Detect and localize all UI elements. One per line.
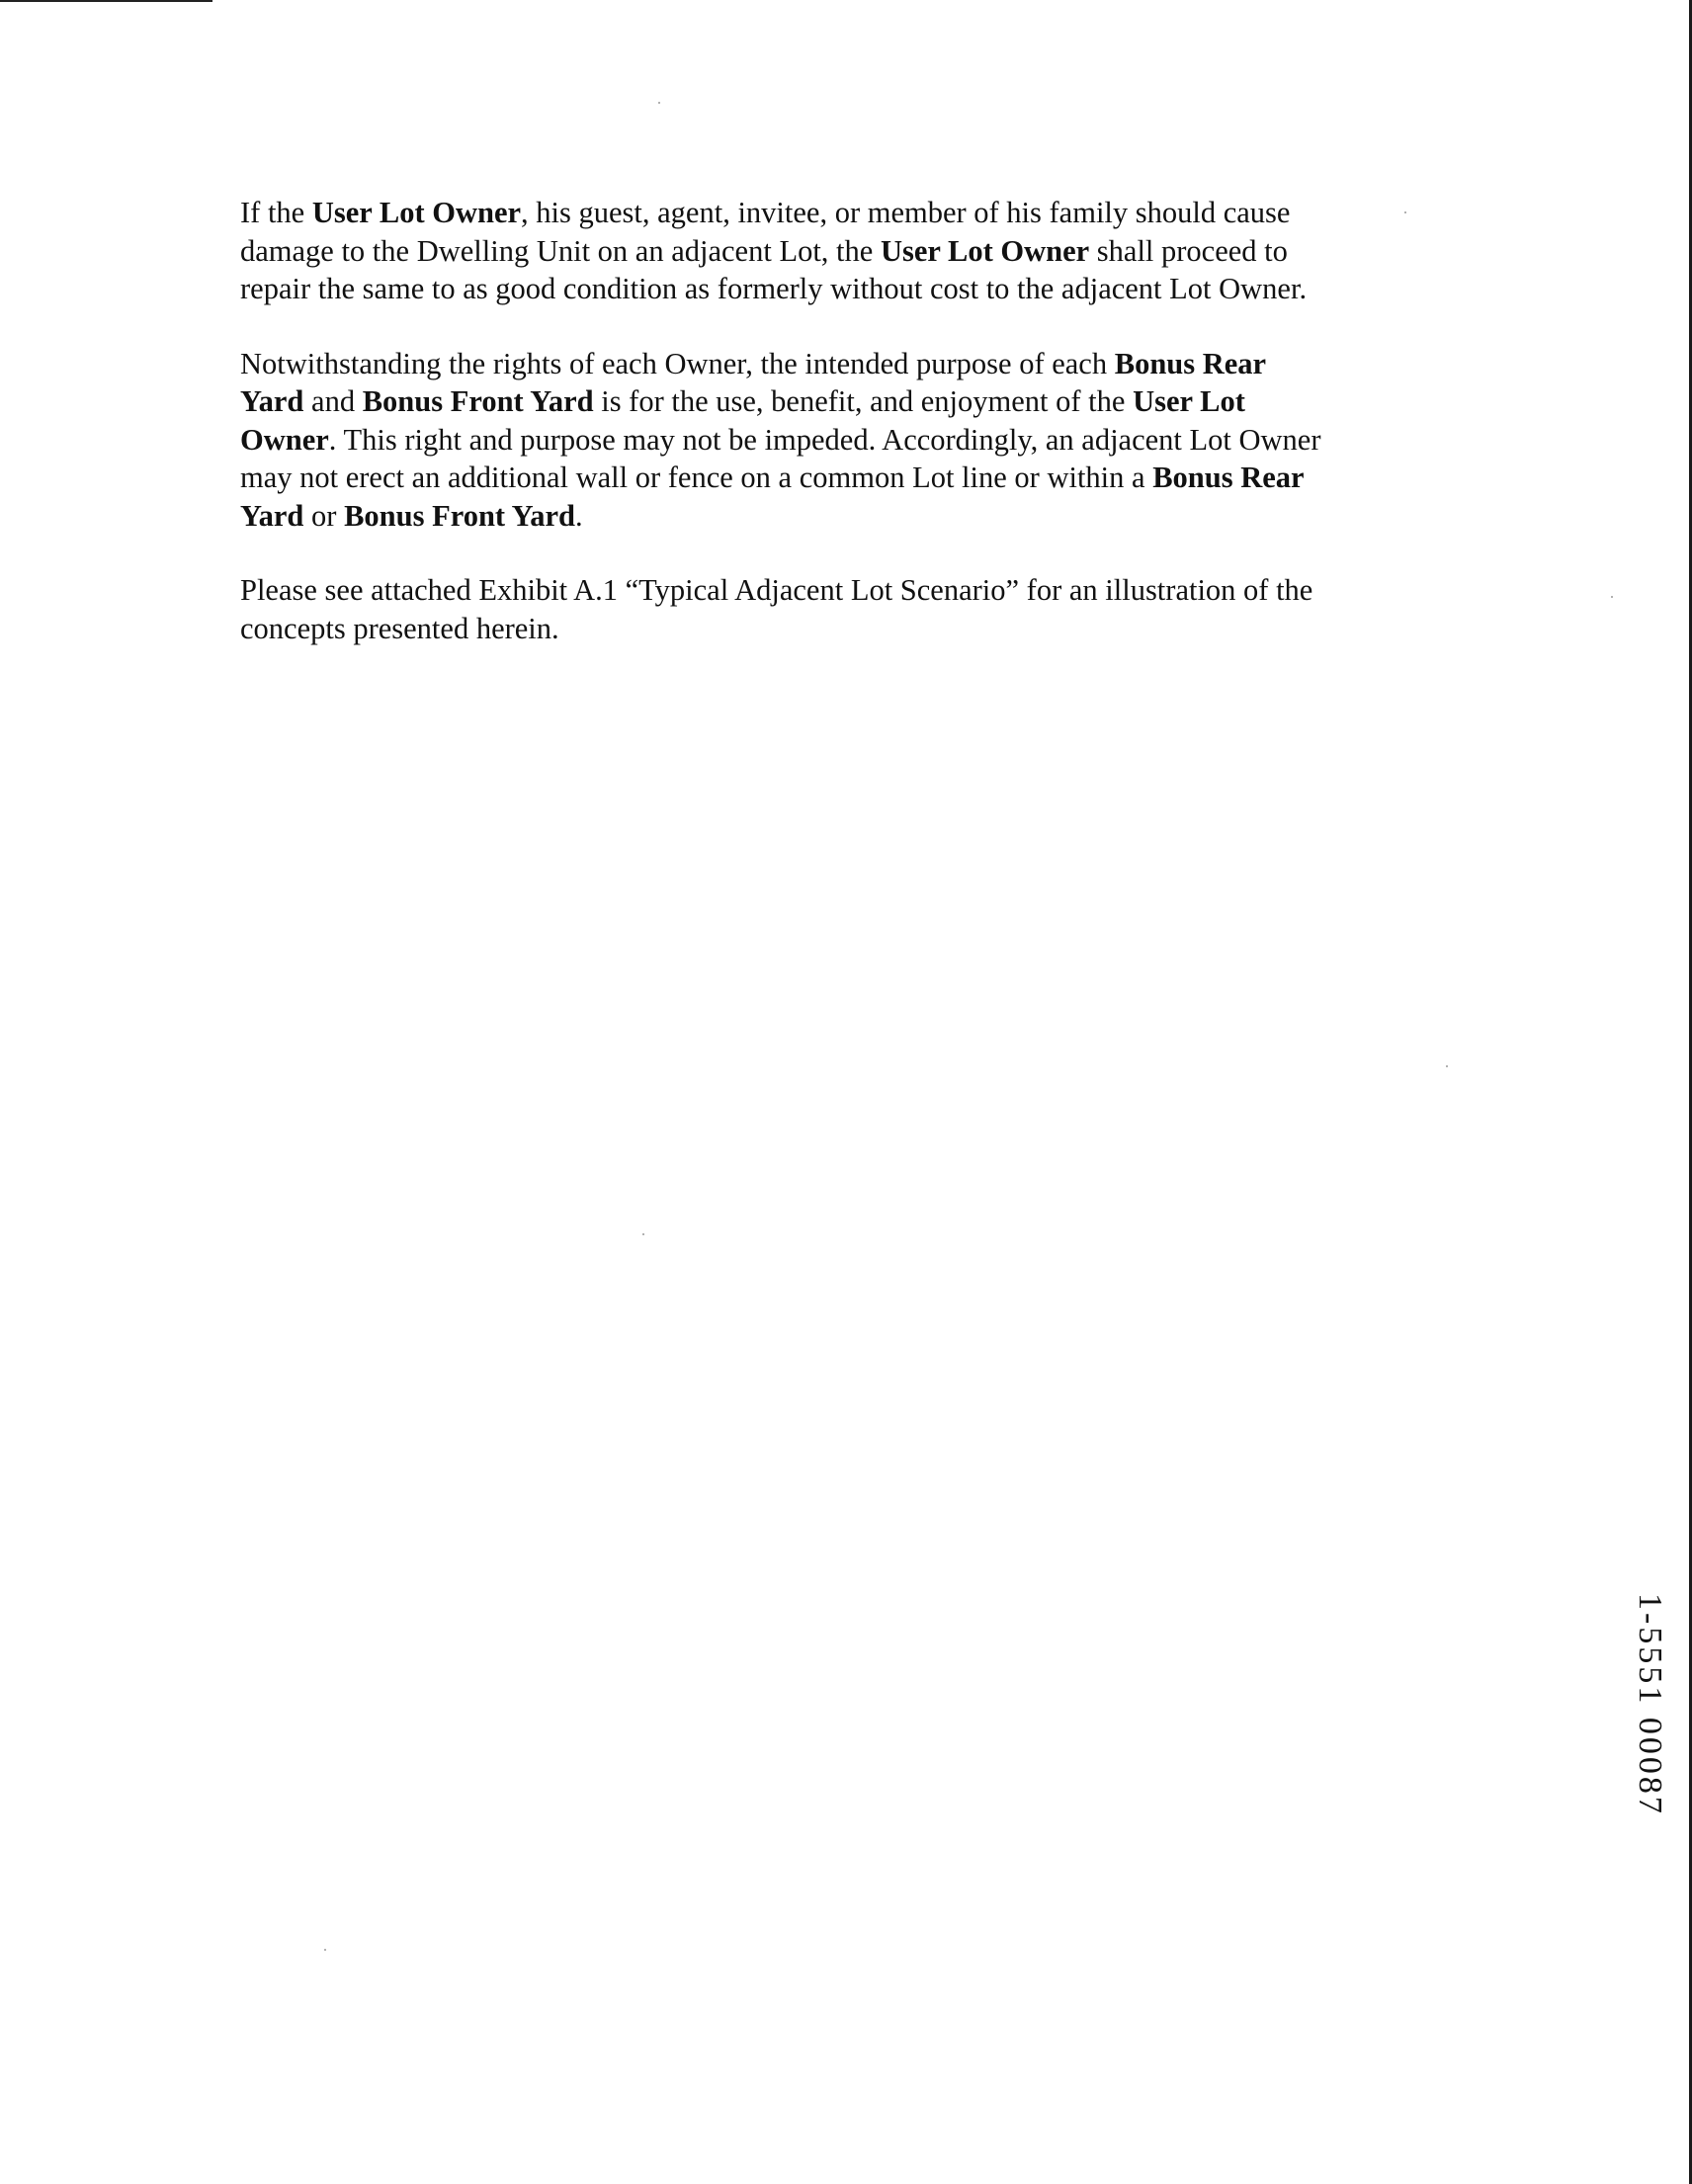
text-run: and [303, 384, 363, 418]
text-run: is for the use, benefit, and enjoyment of the [593, 384, 1134, 418]
paragraph [240, 571, 1456, 647]
text-run: may not erect an additional wall or fence on a common Lot line or within a [240, 461, 1153, 494]
text-run: or [303, 498, 345, 533]
text-line [240, 382, 1456, 421]
bold-term: Yard [240, 498, 304, 533]
document-body [240, 194, 1456, 684]
scan-speck [642, 1233, 644, 1235]
text-line [240, 194, 1456, 232]
text-run: . This right and purpose may not be impeded. Accordingly, an adjacent Lot Owner [328, 422, 1321, 457]
scan-speck [324, 1949, 326, 1951]
text-run: , his guest, agent, invitee, or member of his family should cause [521, 196, 1291, 229]
text-run: repair the same to as good condition as formerly without cost to the adjacent Lot Owner. [240, 272, 1308, 305]
bold-term: Bonus Front Yard [344, 498, 575, 533]
text-run: . [574, 498, 583, 533]
text-line [240, 610, 1456, 648]
bold-term: User Lot Owner [880, 233, 1090, 268]
text-run: If the [240, 196, 312, 229]
scan-speck [658, 102, 660, 104]
bold-term: User Lot [1133, 384, 1245, 418]
bold-term: Bonus Rear [1152, 461, 1305, 494]
bold-term: Bonus Front Yard [362, 384, 594, 418]
scan-border-top [0, 0, 212, 2]
text-line [240, 497, 1456, 536]
text-run: Please see attached Exhibit A.1 “Typical Adjacent Lot Scenario” for an illustration of the [240, 573, 1313, 607]
bold-term: Bonus Rear [1114, 346, 1267, 380]
text-run: damage to the Dwelling Unit on an adjacent Lot, the [240, 233, 881, 268]
text-run: concepts presented herein. [240, 611, 559, 645]
bold-term: Owner [240, 422, 329, 457]
paragraph [240, 345, 1456, 536]
bold-term: User Lot Owner [311, 196, 522, 229]
text-line [240, 421, 1456, 460]
bold-term: Yard [240, 384, 304, 418]
text-line [240, 571, 1456, 610]
text-line [240, 270, 1456, 308]
paragraph [240, 194, 1456, 308]
text-run: Notwithstanding the rights of each Owner, the intended purpose of each [240, 346, 1115, 380]
text-line [240, 345, 1456, 383]
scan-speck [1611, 596, 1613, 598]
text-line [240, 459, 1456, 497]
text-run: shall proceed to [1089, 233, 1288, 268]
bates-stamp: 1-5551 00087 [1632, 1593, 1668, 1816]
text-line [240, 232, 1456, 271]
scan-speck [1446, 1065, 1448, 1067]
